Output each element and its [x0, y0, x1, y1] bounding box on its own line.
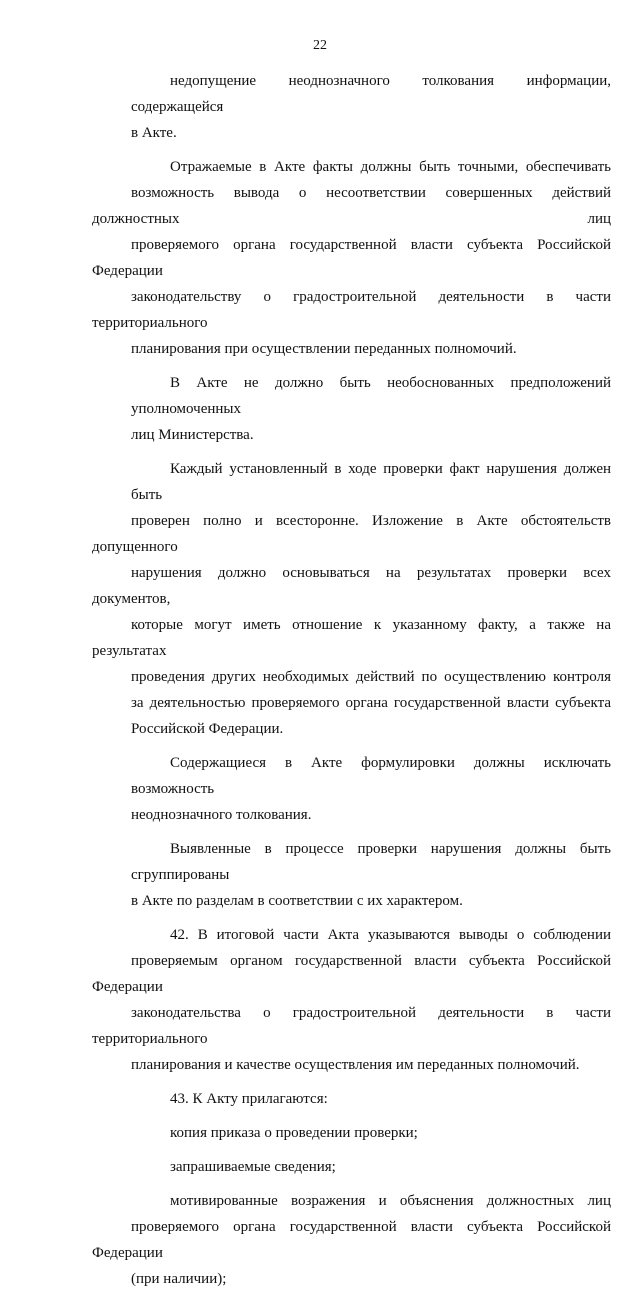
paragraph-line: проверен полно и всесторонне. Изложение в Акте обстоятельств допущенного	[92, 513, 611, 555]
paragraph-line: запрашиваемые сведения;	[170, 1159, 336, 1175]
paragraph-line: лиц Министерства.	[131, 427, 254, 443]
paragraph	[92, 456, 611, 742]
paragraph	[92, 750, 611, 828]
paragraph	[92, 1188, 611, 1292]
paragraph-line: планирования и качестве осуществления им переданных полномочий.	[131, 1057, 580, 1073]
paragraph-line: 43. К Акту прилагаются:	[170, 1091, 328, 1107]
paragraph-line: проведения других необходимых действий по осуществлению контроля	[131, 669, 611, 685]
paragraph-line: Российской Федерации.	[131, 721, 284, 737]
paragraph	[92, 1120, 611, 1146]
paragraph-line: проверяемым органом государственной власти субъекта Российской Федерации	[92, 953, 611, 995]
paragraph-line: проверяемого органа государственной власти субъекта Российской Федерации	[92, 237, 611, 279]
paragraph-line: Каждый установленный в ходе проверки факт нарушения должен быть	[131, 461, 611, 503]
paragraph-line: мотивированные возражения и объяснения должностных лиц	[170, 1193, 611, 1209]
page-number: 22	[313, 38, 327, 53]
paragraph-line: 42. В итоговой части Акта указываются выводы о соблюдении	[170, 927, 611, 943]
paragraph-line: В Акте не должно быть необоснованных предположений уполномоченных	[131, 375, 611, 417]
paragraph-line: неоднозначного толкования.	[131, 807, 312, 823]
paragraph-line: возможность вывода о несоответствии совершенных действий должностных лиц	[92, 185, 611, 227]
paragraph-line: копия приказа о проведении проверки;	[170, 1125, 418, 1141]
paragraph-line: законодательства о градостроительной деятельности в части территориального	[92, 1005, 611, 1047]
paragraph-line: нарушения должно основываться на результатах проверки всех документов,	[92, 565, 611, 607]
paragraph	[92, 68, 611, 146]
paragraph-line: Содержащиеся в Акте формулировки должны исключать возможность	[131, 755, 611, 797]
paragraph-line: за деятельностью проверяемого органа государственной власти субъекта	[131, 695, 611, 711]
paragraph-line: (при наличии);	[131, 1271, 227, 1287]
paragraph	[92, 1086, 611, 1112]
paragraph-line: проверяемого органа государственной власти субъекта Российской Федерации	[92, 1219, 611, 1261]
paragraph-line: планирования при осуществлении переданных полномочий.	[131, 341, 517, 357]
paragraph	[92, 370, 611, 448]
paragraph-line: недопущение неоднозначного толкования информации, содержащейся	[131, 73, 611, 115]
paragraph	[92, 836, 611, 914]
paragraph-line: Отражаемые в Акте факты должны быть точными, обеспечивать	[170, 159, 611, 175]
paragraph-line: в Акте.	[131, 125, 177, 141]
paragraph-line: Выявленные в процессе проверки нарушения должны быть сгруппированы	[131, 841, 611, 883]
paragraph-line: законодательству о градостроительной деятельности в части территориального	[92, 289, 611, 331]
document-body	[92, 68, 611, 1292]
paragraph-line: которые могут иметь отношение к указанному факту, а также на результатах	[92, 617, 611, 659]
paragraph	[92, 154, 611, 362]
paragraph	[92, 922, 611, 1078]
paragraph	[92, 1154, 611, 1180]
paragraph-line: в Акте по разделам в соответствии с их характером.	[131, 893, 463, 909]
